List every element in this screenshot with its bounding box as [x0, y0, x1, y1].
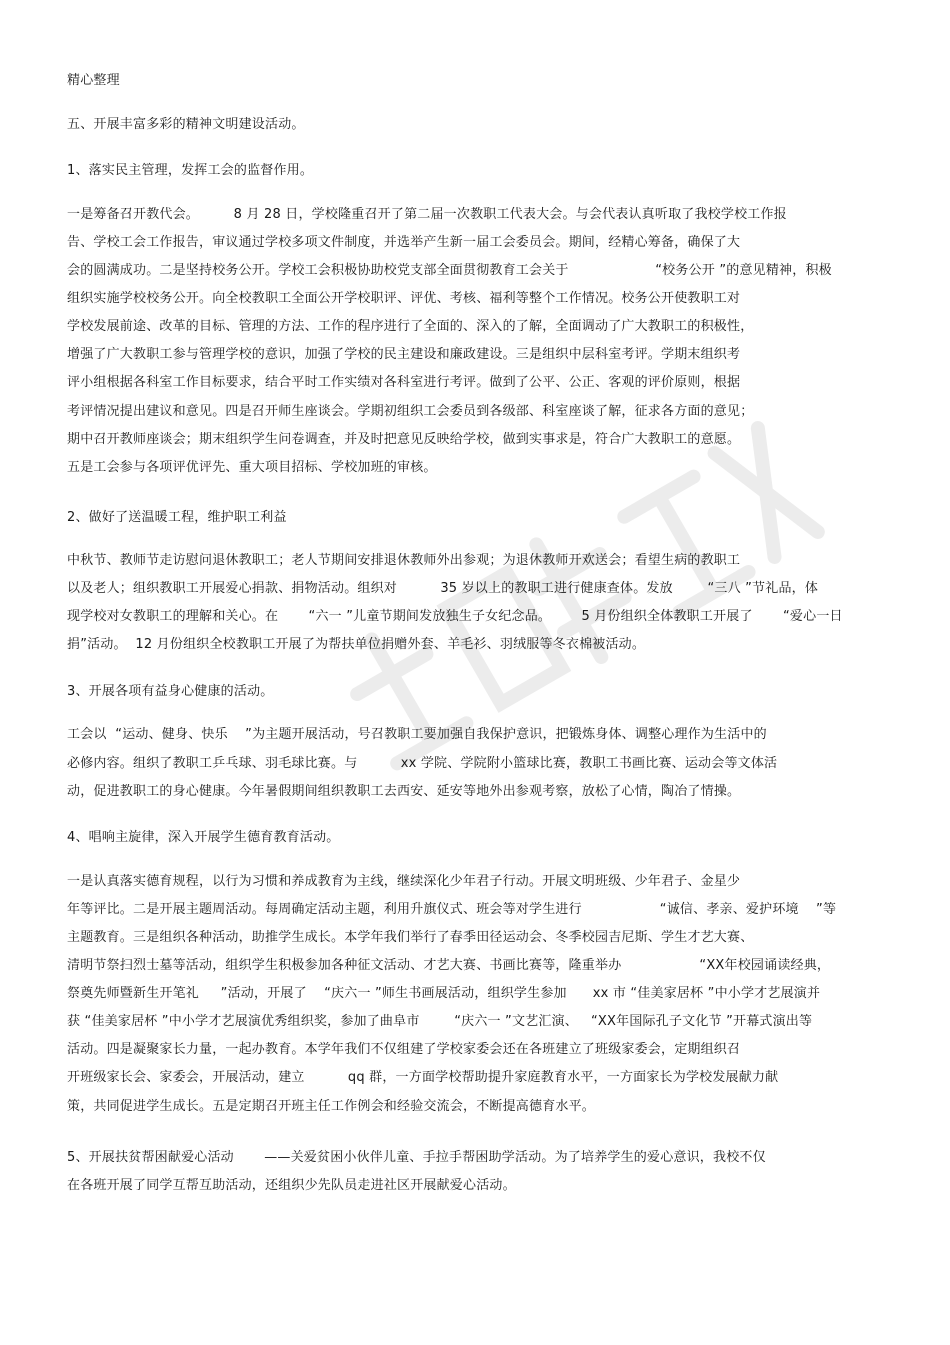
paragraph-line: 5、开展扶贫帮困献爱心活动 ——关爱贫困小伙伴儿童、手拉手帮困助学活动。为了培养学生的爱心意识，我校不仅 — [67, 1150, 766, 1165]
paragraph-line: 增强了广大教职工参与管理学校的意识，加强了学校的民主建设和廉政建设。三是组织中层科室考评。学期末组织考 — [67, 347, 741, 362]
paragraph-line: 五是工会参与各项评优评先、重大项目招标、学校加班的审核。 — [67, 460, 437, 475]
paragraph-line: 工会以 “运动、健身、快乐 ”为主题开展活动，号召教职工要加强自我保护意识，把锻炼身体、调整心理作为生活中的 — [67, 727, 767, 742]
paragraph-line: 祭奠先师暨新生开笔礼 ”活动，开展了 “庆六一 ”师生书画展活动，组织学生参加 xx 市 “佳美家居杯 ”中小学才艺展演并 — [67, 986, 821, 1001]
paragraph-line: 告、学校工会工作报告，审议通过学校多项文件制度，并选举产生新一届工会委员会。期间，经精心筹备，确保了大 — [67, 235, 741, 250]
paragraph-line: 现学校对女教职工的理解和关心。在 “六一 ”儿童节期间发放独生子女纪念品。 5 月份组织全体教职工开展了 “爱心一日 — [67, 609, 843, 624]
paragraph-line: 获 “佳美家居杯 ”中小学才艺展演优秀组织奖，参加了曲阜市 “庆六一 ”文艺汇演、 “XX年国际孔子文化节 ”开幕式演出等 — [67, 1014, 813, 1029]
paragraph-line: 在各班开展了同学互帮互助活动，还组织少先队员走进社区开展献爱心活动。 — [67, 1178, 516, 1193]
section-heading: 五、开展丰富多彩的精神文明建设活动。 — [67, 117, 305, 132]
paragraph-line: 评小组根据各科室工作目标要求，结合平时工作实绩对各科室进行考评。做到了公平、公正、客观的评价原则，根据 — [67, 375, 741, 390]
paragraph-line: 主题教育。三是组织各种活动，助推学生成长。本学年我们举行了春季田径运动会、冬季校园吉尼斯、学生才艺大赛、 — [67, 930, 754, 945]
paragraph-line: 策，共同促进学生成长。五是定期召开班主任工作例会和经验交流会，不断提高德育水平。 — [67, 1099, 596, 1114]
paragraph-line: 活动。四是凝聚家长力量，一起办教育。本学年我们不仅组建了学校家委会还在各班建立了班级家委会，定期组织召 — [67, 1042, 741, 1057]
paragraph-line: 一是认真落实德育规程，以行为习惯和养成教育为主线，继续深化少年君子行动。开展文明班级、少年君子、金星少 — [67, 874, 741, 889]
paragraph-line: 年等评比。二是开展主题周活动。每周确定活动主题，利用升旗仪式、班会等对学生进行 “诚信、孝亲、爱护环境 ”等 — [67, 902, 837, 917]
paragraph-line: 以及老人；组织教职工开展爱心捐款、捐物活动。组织对 35 岁以上的教职工进行健康查体。发放 “三八 ”节礼品，体 — [67, 581, 819, 596]
paragraph-line: 必修内容。组织了教职工乒乓球、羽毛球比赛。与 xx 学院、学院附小篮球比赛，教职工书画比赛、运动会等文体活 — [67, 756, 778, 771]
page-header: 精心整理 — [67, 73, 120, 88]
paragraph-line: 一是筹备召开教代会。 8 月 28 日，学校隆重召开了第二届一次教职工代表大会。与会代表认真听取了我校学校工作报 — [67, 207, 787, 222]
paragraph-line: 组织实施学校校务公开。向全校教职工全面公开学校职评、评优、考核、福利等整个工作情况。校务公开使教职工对 — [67, 291, 741, 306]
paragraph-line: 中秋节、教师节走访慰问退休教职工；老人节期间安排退休教师外出参观；为退休教师开欢送会；看望生病的教职工 — [67, 553, 741, 568]
subsection-heading: 1、落实民主管理，发挥工会的监督作用。 — [67, 163, 314, 178]
subsection-heading: 2、做好了送温暖工程，维护职工利益 — [67, 510, 287, 525]
subsection-heading: 3、开展各项有益身心健康的活动。 — [67, 684, 274, 699]
paragraph-line: 考评情况提出建议和意见。四是召开师生座谈会。学期初组织工会委员到各级部、科室座谈了解，征求各方面的意见； — [67, 404, 754, 419]
paragraph-line: 清明节祭扫烈士墓等活动，组织学生积极参加各种征文活动、才艺大赛、书画比赛等，隆重举办 “XX年校园诵读经典， — [67, 958, 831, 973]
paragraph-line: 学校发展前途、改革的目标、管理的方法、工作的程序进行了全面的、深入的了解，全面调动了广大教职工的积极性， — [67, 319, 754, 334]
paragraph-line: 动，促进教职工的身心健康。今年暑假期间组织教职工去西安、延安等地外出参观考察，放松了心情，陶冶了情操。 — [67, 784, 741, 799]
paragraph-line: 会的圆满成功。二是坚持校务公开。学校工会积极协助校党支部全面贯彻教育工会关于 “校务公开 ”的意见精神，积极 — [67, 263, 832, 278]
paragraph-line: 期中召开教师座谈会；期末组织学生问卷调查，并及时把意见反映给学校，做到实事求是，符合广大教职工的意愿。 — [67, 432, 741, 447]
paragraph-line: 开班级家长会、家委会，开展活动，建立 qq 群，一方面学校帮助提升家庭教育水平，一方面家长为学校发展献力献 — [67, 1070, 779, 1085]
subsection-heading: 4、唱响主旋律，深入开展学生德育教育活动。 — [67, 830, 340, 845]
paragraph-line: 捐”活动。 12 月份组织全校教职工开展了为帮扶单位捐赠外套、羊毛衫、羽绒服等冬衣棉被活动。 — [67, 637, 646, 652]
